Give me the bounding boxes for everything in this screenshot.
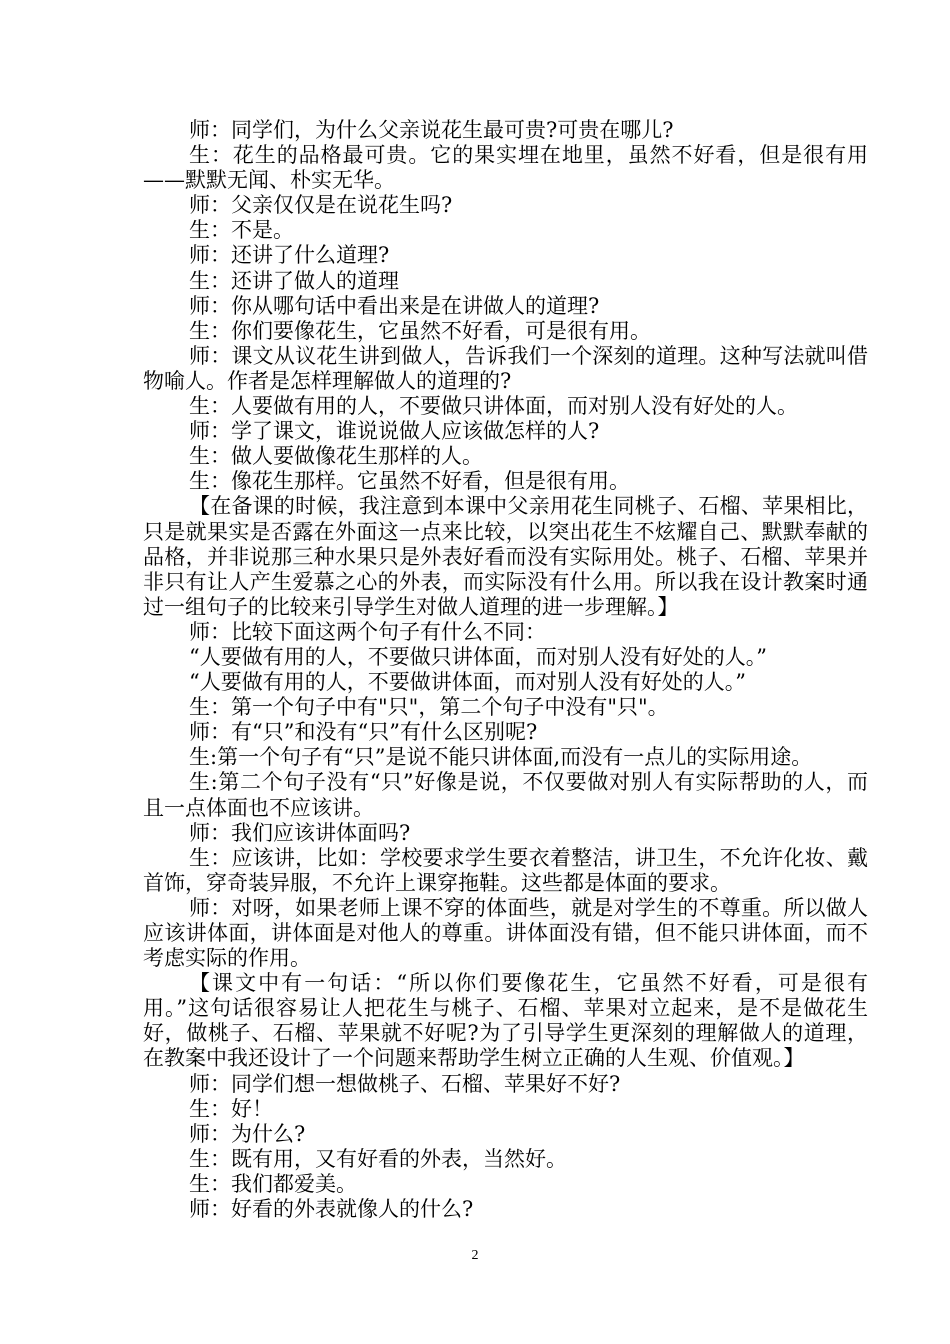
paragraph: 【课文中有一句话：“所以你们要像花生，它虽然不好看，可是很有用。”这句话很容易让人把花生与桃子、石榴、苹果对立起来，是不是做花生好，做桃子、石榴、苹果就不好呢?为了引导学生更深刻的理解做人的道理，在教案中我还设计了一个问题来帮助学生树立正确的人生观、价值观。】 — [143, 971, 868, 1071]
paragraph: 生：好！ — [189, 1096, 273, 1121]
paragraph: 生：人要做有用的人，不要做只讲体面，而对别人没有好处的人。 — [189, 394, 798, 419]
paragraph: 生：第一个句子中有"只"，第二个句子中没有"只"。 — [189, 695, 669, 720]
paragraph: 师：对呀，如果老师上课不穿的体面些，就是对学生的不尊重。所以做人应该讲体面，讲体面是对他人的尊重。讲体面没有错，但不能只讲体面，而不考虑实际的作用。 — [143, 895, 868, 971]
paragraph: 师：我们应该讲体面吗? — [189, 820, 411, 845]
paragraph: 生：你们要像花生，它虽然不好看，可是很有用。 — [189, 318, 651, 343]
paragraph: 生:第二个句子没有“只”好像是说，不仅要做对别人有实际帮助的人，而且一点体面也不应该讲。 — [143, 770, 868, 820]
paragraph: 生：既有用，又有好看的外表，当然好。 — [189, 1146, 567, 1171]
paragraph: 生：做人要做像花生那样的人。 — [189, 444, 483, 469]
paragraph: 生：还讲了做人的道理 — [189, 268, 399, 293]
paragraph: 生：应该讲，比如：学校要求学生要衣着整洁，讲卫生，不允许化妆、戴首饰，穿奇装异服，不允许上课穿拖鞋。这些都是体面的要求。 — [143, 845, 868, 895]
paragraph: 师：学了课文，谁说说做人应该做怎样的人? — [189, 419, 600, 444]
paragraph: 生：花生的品格最可贵。它的果实埋在地里，虽然不好看，但是很有用——默默无闻、朴实无华。 — [143, 143, 868, 193]
paragraph: 师：同学们，为什么父亲说花生最可贵?可贵在哪儿? — [189, 118, 674, 142]
paragraph: 生：像花生那样。它虽然不好看，但是很有用。 — [189, 469, 630, 494]
paragraph: 师：父亲仅仅是在说花生吗? — [189, 193, 453, 218]
paragraph: 师：有“只”和没有“只”有什么区别呢? — [189, 720, 538, 745]
paragraph: “人要做有用的人，不要做讲体面，而对别人没有好处的人。” — [189, 670, 746, 695]
paragraph: 生：不是。 — [189, 218, 294, 243]
paragraph: 师：还讲了什么道理? — [189, 243, 390, 268]
paragraph: 生：我们都爱美。 — [189, 1171, 357, 1196]
paragraph: 师：课文从议花生讲到做人，告诉我们一个深刻的道理。这种写法就叫借物喻人。作者是怎样理解做人的道理的? — [143, 343, 868, 393]
paragraph: 师：你从哪句话中看出来是在讲做人的道理? — [189, 293, 600, 318]
paragraph: 师：为什么? — [189, 1121, 306, 1146]
paragraph: “人要做有用的人，不要做只讲体面，而对别人没有好处的人。” — [189, 644, 767, 669]
paragraph: 师：好看的外表就像人的什么? — [189, 1197, 474, 1222]
paragraph: 【在备课的时候，我注意到本课中父亲用花生同桃子、石榴、苹果相比，只是就果实是否露在外面这一点来比较，以突出花生不炫耀自己、默默奉献的品格，并非说那三种水果只是外表好看而没有实际用处。桃子、石榴、苹果并非只有让人产生爱慕之心的外表，而实际没有什么用。所以我在设计教案时通过一组句子的比较来引导学生对做人道理的进一步理解。】 — [143, 494, 868, 619]
document-body — [143, 118, 868, 1222]
paragraph: 师：同学们想一想做桃子、石榴、苹果好不好? — [189, 1071, 621, 1096]
paragraph: 师：比较下面这两个句子有什么不同： — [189, 619, 546, 644]
page-number: 2 — [471, 1248, 479, 1263]
paragraph: 生:第一个句子有“只”是说不能只讲体面,而没有一点儿的实际用途。 — [189, 745, 813, 770]
